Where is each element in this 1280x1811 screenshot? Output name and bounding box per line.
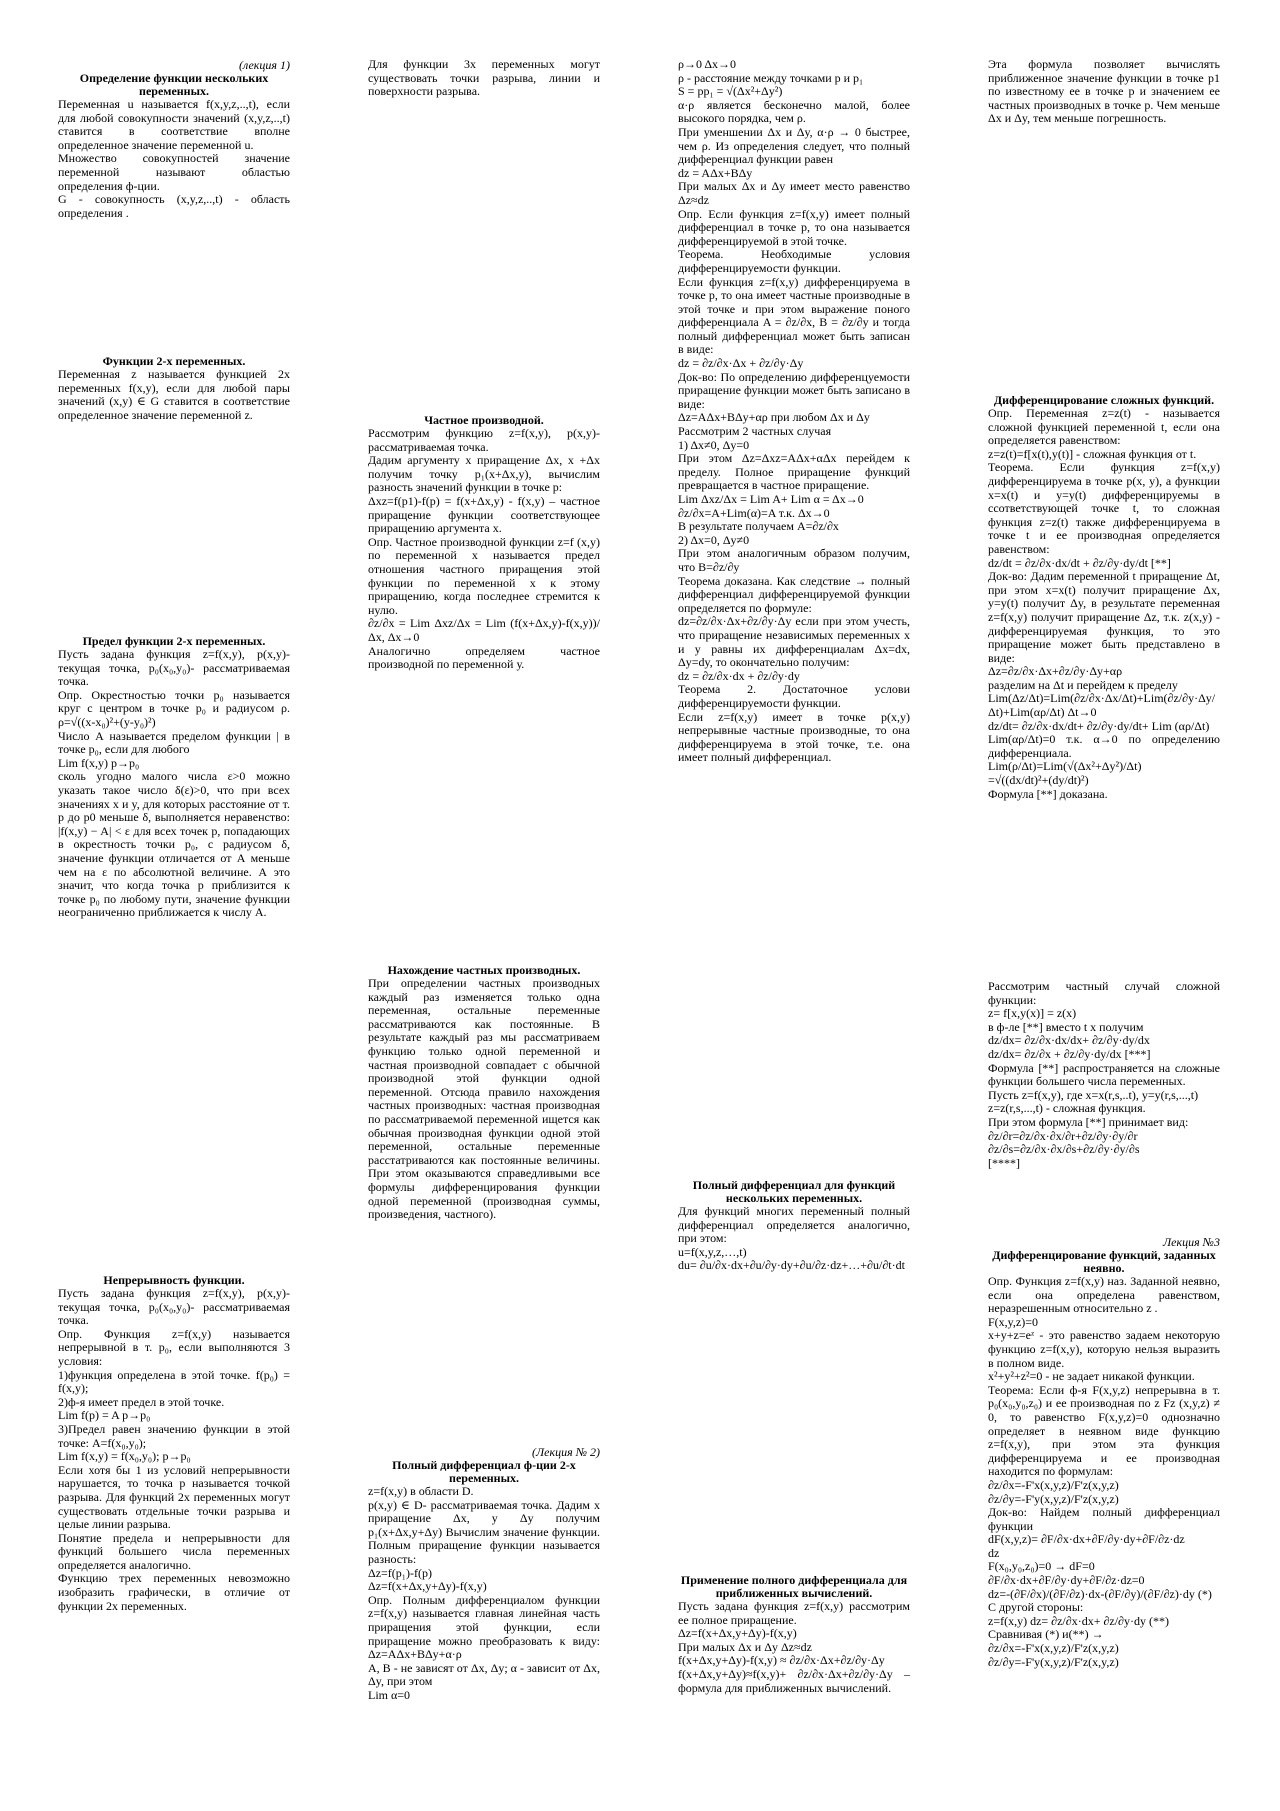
section-title: Дифференцирование сложных функций. [993,393,1215,407]
paragraph: z=f(x,y) в области D. [368,1484,474,1498]
paragraph: Функцию трех переменных невозможно изобразить графически, в отличие от функции 2х переменных. [58,1571,290,1613]
section-function-definition [58,58,290,220]
paragraph: Теорема. Необходимые условия дифференцируемости функции. [678,247,910,275]
formula: du= ∂u/∂x·dx+∂u/∂y·dy+∂u/∂z·dz+…+∂u/∂t·dt [678,1258,905,1273]
paragraph: В результате получаем A=∂z/∂x [678,519,839,534]
section-approximation [678,1574,910,1695]
lecture-note: (Лекция № 2) [532,1445,600,1459]
formula: f(x+Δx,y+Δy)-f(x,y) ≈ ∂z/∂x·Δx+∂z/∂y·Δy [678,1653,885,1668]
formula: z= f[x,y(x)] = z(x) [988,1006,1077,1021]
paragraph: Рассмотрим функцию z=f(x,y), p(x,y)- рассматриваемая точка. [368,426,600,454]
formula: ∂z/∂r=∂z/∂x·∂x/∂r+∂z/∂y·∂y/∂r [988,1128,1138,1143]
paragraph: При определении частных производных каждый раз изменяется только одна переменная, остальные переменные рассматриваются как постоянные. В результате каждый раз мы рассматриваем функцию только одной переменной и частная производной совпадает с обычной производной этой функции одной переменной. Отсюда правило нахождения частных производных: частная производная по рассматриваемой переменной ищется как обычная производная функции одной этой переменной, остальные переменные расстатриваются как постоянные величины. При этом оказываются справедливыми все формулы дифференцирования функции одной переменной (производная суммы, произведения, частного). [368,976,600,1222]
paragraph: Понятие предела и непрерывности для функций большего числа переменных определяется аналогично. [58,1530,290,1572]
formula: F(x,y,z)=0 [988,1314,1038,1329]
paragraph: 1)функция определена в этой точке. f(p₀) = f(x,y); [58,1367,290,1396]
formula: dz/dx= ∂z/∂x + ∂z/∂y·dy/dx [***] [988,1046,1151,1061]
lecture-note: Лекция №3 [1163,1235,1220,1249]
paragraph: Опр. Если функция z=f(x,y) имеет полный дифференциал в точке p, то она называется дифференцируемой в этой точке. [678,206,910,248]
paragraph: Δxz=f(p1)-f(p) = f(x+Δx,y) - f(x,y) – частное приращение функции соответствующее приращению аргумента х. [368,493,600,536]
paragraph: Число А называется пределом функции | в точке p₀, если для любого [58,728,290,757]
section-title: Непрерывность функции. [103,1273,245,1287]
formula: dz/dt= ∂z/∂x·dx/dt+ ∂z/∂y·dy/dt+ Lim (αρ/Δt) [988,718,1210,733]
formula: [****] [988,1155,1020,1170]
paragraph: x+y+z=eᶻ - это равенство задаем некоторую функцию z=f(x,y), которую нельзя выразить в полном виде. [988,1328,1220,1370]
formula: Lim(Δz/Δt)=Lim(∂z/∂x·Δx/Δt)+Lim(∂z/∂y·Δy/Δt)+Lim(αρ/Δt) Δt→0 [988,691,1216,720]
paragraph: При малых Δx и Δy Δz≈dz [678,1639,812,1654]
paragraph: При малых Δx и Δy имеет место равенство Δz≈dz [678,179,910,207]
section-title: Дифференцирование функций, заданных неявно. [992,1248,1216,1275]
section-title: Полный дифференциал ф-ции 2-х переменных. [392,1458,576,1485]
section-composite-functions [988,394,1220,801]
formula: Δz=f(x+Δx,y+Δy)-f(x,y) [368,1579,487,1594]
section-title: Нахождение частных производных. [387,963,581,977]
paragraph: Формула [**] доказана. [988,786,1108,801]
formula: ∂z/∂x=-F'x(x,y,z)/F'z(x,y,z) [988,1641,1119,1656]
formula: u=f(x,y,z,…,t) [678,1244,747,1259]
formula: ∂z/∂s=∂z/∂x·∂x/∂s+∂z/∂y·∂y/∂s [988,1142,1140,1157]
formula: dz [988,1545,1000,1560]
formula: ∂z/∂x=A+Lim(α)=A т.к. Δx→0 [678,505,830,520]
paragraph: 2)ф-я имеет предел в этой точке. [58,1394,225,1409]
formula: f(x+Δx,y+Δy)≈f(x,y)+ ∂z/∂x·Δx+∂z/∂y·Δy – формула для приближенных вычислений. [678,1666,910,1695]
paragraph: С другой стороны: [988,1600,1084,1615]
paragraph: Аналогично определяем частное производной по переменной у. [368,643,600,672]
formula: Lim f(p) = A p→p₀ [58,1408,151,1423]
paragraph: Опр. Переменная z=z(t) - называется сложной функцией переменной t, если она определяется равенством: [988,406,1220,448]
paragraph: Рассмотрим 2 частных случая [678,424,832,439]
formula: Lim f(x,y) p→p₀ [58,755,140,770]
paragraph: Для функции 3х переменных могут существовать точки разрыва, линии и поверхности разрыва. [368,57,600,99]
paragraph: Док-во: Найдем полный дифференциал функции [988,1505,1220,1533]
section-multi-var-differential [678,1179,910,1273]
formula: dz = AΔx+BΔy [678,165,753,180]
formula: Lim f(x,y) = f(x₀,y₀); p→p₀ [58,1449,191,1464]
formula: ∂F/∂x·dx+∂F/∂y·dy+∂F/∂z·dz=0 [988,1573,1145,1588]
paragraph: Пусть задана функция z=f(x,y) рассмотрим ее полное приращение. [678,1599,910,1627]
formula: ∂z/∂x=-F'x(x,y,z)/F'z(x,y,z) [988,1477,1119,1492]
paragraph: Опр. Функция z=f(x,y) наз. Заданной неявно, если она определена равенством, неразрешенным относительно z . [988,1274,1220,1316]
formula: z=f(x,y) dz= ∂z/∂x·dx+ ∂z/∂y·dy (**) [988,1613,1169,1628]
paragraph: Переменная z называется функцией 2х переменных f(x,y), если для любой пары значений (x,y) ∈ G ставится в соответствие определенное значение переменной z. [58,367,290,422]
formula: dz = ∂z/∂x·dx + ∂z/∂y·dy [678,668,800,683]
paragraph: Теорема 2. Достаточное услови дифференцируемости функции. [678,682,910,710]
section-special-case [988,980,1220,1170]
column-2 [368,58,600,1787]
paragraph: dz=∂z/∂x·Δx+∂z/∂y·Δy если при этом учесть, что приращение независимых переменных х и у равны их дифференциалам Δx=dx, Δy=dy, то окончательно получим: [678,614,910,670]
paragraph: G - совокупность (x,y,z,..,t) - область определения . [58,192,290,220]
paragraph: Теорема: Если ф-я F(x,y,z) непрерывна в т. p₀(x₀,y₀,z₀) и ее производная по z Fz (x,y,z) ≠ 0, то равенство F(x,y,z)=0 однозначно определяет в неявном виде функцию z=f(x,y), при этом эта функция дифференцируема и ее производная находится по формулам: [988,1382,1220,1479]
paragraph: Если функция z=f(x,y) дифференцируема в точке p, то она имеет частные производные в этой точке и при этом выражение поного дифференциала A = ∂z/∂x, B = ∂z/∂y и тогда полный дифференциал может быть записан в виде: [678,274,910,357]
paragraph: Множество совокупностей значение переменной называют областью определения ф-ции. [58,151,290,193]
section-partial-derivative [368,414,600,672]
formula: Δz=f(p₁)-f(p) [368,1565,432,1580]
paragraph: Если хотя бы 1 из условий непрерывности нарушается, то точка p называется точкой разрыва. Для функций 2х переменных могут существовать отдельные точки разрыва и целые линии разрыва. [58,1462,290,1532]
formula: Δz=f(x+Δx,y+Δy)-f(x,y) [678,1626,797,1641]
paragraph: разделим на Δt и перейдем к пределу [988,677,1178,692]
section-two-variable-functions [58,355,290,422]
paragraph: Переменная u называется f(x,y,z,..,t), если для любой совокупности значений (x,y,z,..,t) ставится в соответствие вполне определенное значение переменной u. [58,97,290,152]
section-title: Функции 2-х переменных. [102,354,246,368]
formula: dz=-(∂F/∂x)/(∂F/∂z)·dx-(∂F/∂y)/(∂F/∂z)·dy (*) [988,1586,1212,1601]
paragraph: x²+y²+z²=0 - не задает никакой функции. [988,1369,1195,1384]
paragraph: Опр. Частное производной функции z=f (x,y) по переменной х называется предел отношения частного приращения этой функции по переменной х к этому приращению, когда последнее стремится к нулю. [368,534,600,617]
formula: Δz=∂z/∂x·Δx+∂z/∂y·Δy+αρ [988,664,1123,679]
paragraph: α·ρ является бесконечно малой, более высокого порядка, чем ρ. [678,97,910,126]
section-finding-partials [368,964,600,1222]
formula: 1) Δx≠0, Δy=0 [678,437,750,452]
paragraph: Рассмотрим частный случай сложной функции: [988,979,1220,1007]
section-title: Предел функции 2-х переменных. [82,634,266,648]
paragraph: При уменшении Δx и Δy, α·ρ → 0 быстрее, чем ρ. Из определения следует, что полный дифференциал функции равен [678,124,910,167]
paragraph: Дадим аргументу x приращение Δx, x +Δx получим точку p₁(x+Δx,y), вычислим разность значений функции в точке p: [368,453,600,495]
section-approximation-error [988,58,1220,126]
paragraph: в ф-ле [**] вместо t x получим [988,1019,1144,1034]
paragraph: p(x,y) ∈ D- рассматриваемая точка. Дадим х приращение Δx, у Δy получим p₁(x+Δx,y+Δy) Вычислим значение функции. Полным приращение функции называется разность: [368,1497,600,1566]
lecture-note: (лекция 1) [238,58,290,72]
section-total-differential [368,1445,600,1703]
formula: =√((dx/dt)²+(dy/dt)²) [988,773,1089,788]
paragraph: Пусть z=f(x,y), где x=x(r,s,..t), y=y(r,s,...,t) [988,1087,1199,1102]
section-title: Определение функции нескольких переменных. [79,71,269,98]
formula: dz = ∂z/∂x·Δx + ∂z/∂y·Δy [678,356,804,371]
paragraph: Теорема. Если функция z=f(x,y) дифференцируема в точке p(x, y), а функции x=x(t) и y=y(t) дифференцируемы в ссответствующей точке t, то сложная функция z=z(t) также дифференцируема в точке t и ее производная определяется равенством: [988,460,1220,556]
paragraph: Док-во: Дадим переменной t приращение Δt, при этом x=x(t) получит приращение Δx, y=y(t) получит Δy, в результате переменная z=f(x,y) получит приращение Δz, т.к. z(x,y) - дифференцируемая функция, то это приращение может быть представлено в виде: [988,569,1220,665]
column-1 [58,58,290,1787]
section-differentiability [678,58,910,765]
paragraph: Пусть задана функция z=f(x,y), p(x,y)- текущая точка, p₀(x₀,y₀)- рассматриваемая точка. [58,1286,290,1328]
formula: dF(x,y,z)= ∂F/∂x·dx+∂F/∂y·dy+∂F/∂z·dz [988,1532,1185,1547]
paragraph: ρ - расстояние между точками p и p₁ [678,70,864,85]
paragraph: Lim(αρ/Δt)=0 т.к. α→0 по определению дифференциала. [988,732,1220,760]
section-title: Полный дифференциал для функций нескольких переменных. [692,1178,896,1205]
paragraph: Опр. Окрестностью точки p₀ называется круг с центром в точке p₀ и радиусом ρ. ρ=√((x-x₀)²+(y-y₀)²) [58,687,290,729]
formula: ∂z/∂x = Lim Δxz/Δx = Lim (f(x+Δx,y)-f(x,y))/Δx, Δx→0 [368,616,600,644]
formula: Lim(ρ/Δt)=Lim(√(Δx²+Δy²)/Δt) [988,759,1142,774]
section-implicit-functions [988,1235,1220,1669]
paragraph: При этом аналогичным образом получим, что B=∂z/∂y [678,546,910,574]
formula: 2) Δx=0, Δy≠0 [678,532,750,547]
paragraph: Сравнивая (*) и(**) → [988,1627,1104,1642]
column-4 [988,58,1220,1787]
formula: ∂z/∂y=-F'y(x,y,z)/F'z(x,y,z) [988,1491,1119,1506]
paragraph: Док-во: По определению дифференцуемости приращение функции может быть записано в виде: [678,369,910,411]
formula: Δz=AΔx+BΔy+αρ при любом Δx и Δy [678,410,870,425]
formula: z=z(t)=f[x(t),y(t)] - сложная функция от t. [988,446,1197,461]
paragraph: A, B - не зависят от Δx, Δy; α - зависит от Δx, Δy, при этом [368,1660,600,1689]
paragraph: Пусть задана функция z=f(x,y), p(x,y)- текущая точка, p₀(x₀,y₀)- рассматриваемая точка. [58,647,290,689]
formula: S = pp₁ = √(Δx²+Δy²) [678,84,783,99]
paragraph: Формула [**] распространяется на сложные функции большего числа переменных. [988,1060,1220,1089]
paragraph: Опр. Функция z=f(x,y) называется непрерывной в т. p₀, если выполняются 3 условия: [58,1326,290,1368]
formula: Lim Δxz/Δx = Lim A+ Lim α = Δx→0 [678,492,864,506]
formula: ρ→0 Δx→0 [678,57,737,71]
paragraph: Если z=f(x,y) имеет в точке p(x,y) непрерывные частные производные, то она дифференцируема в этой точке, т.е. она имеет полный дифференциал. [678,709,910,765]
column-3 [678,58,910,1787]
section-title: Применение полного дифференциала для приближенных вычислений. [680,1573,908,1600]
formula: dz/dt = ∂z/∂x·dx/dt + ∂z/∂y·dy/dt [**] [988,555,1171,570]
formula: dz/dx= ∂z/∂x·dx/dx+ ∂z/∂y·dy/dx [988,1033,1150,1048]
paragraph: При этом формула [**] принимает вид: [988,1114,1189,1129]
formula: ∂z/∂y=-F'y(x,y,z)/F'z(x,y,z) [988,1654,1119,1669]
paragraph: Эта формула позволяет вычислять приближенное значение функции в точке p1 по известному ее в точке p и значением ее частных производных в точке p. Чем меньше Δx и Δy, тем меньше погрешность. [988,57,1220,126]
paragraph: 3)Предел равен значению функции в этой точке: A=f(x₀,y₀); [58,1421,290,1450]
paragraph: Для функций многих переменный полный дифференциал определяется аналогично, при этом: [678,1204,910,1246]
paragraph: Опр. Полным дифференциалом функции z=f(x,y) называется главная линейная часть приращения этой функции, если приращение можно преобразовать к виду: Δz=AΔx+BΔy+α·ρ [368,1592,600,1662]
paragraph: сколь угодно малого числа ε>0 можно указать такое число δ(ε)>0, что при всех значениях x и y, для которых расстояние от т. p до p0 меньше δ, выполняется неравенство: |f(x,y) − A| < ε для всех точек p, попадающих в окрестность точки p₀, с радиусом δ, значение функции отличается от А меньше чем на ε по абсолютной величине. А это значит, что когда точка p приблизится к точке p₀ по любому пути, значение функции неограниченно приближается к числу А. [58,769,290,920]
paragraph: z=z(r,s,...,t) - сложная функция. [988,1101,1146,1116]
paragraph: Теорема доказана. Как следствие → полный дифференциал дифференцируемой функции определяется по формуле: [678,573,910,615]
section-discontinuity [368,58,600,99]
formula: F(x₀,y₀,z₀)=0 → dF=0 [988,1559,1095,1574]
paragraph: При этом Δz=Δxz=AΔx+αΔx перейдем к пределу. Полное приращение функций превращается в частное приращение. [678,451,910,493]
section-title: Частное производной. [424,413,544,427]
section-limit [58,635,290,920]
section-continuity [58,1274,290,1613]
formula: Lim α=0 [368,1687,411,1702]
